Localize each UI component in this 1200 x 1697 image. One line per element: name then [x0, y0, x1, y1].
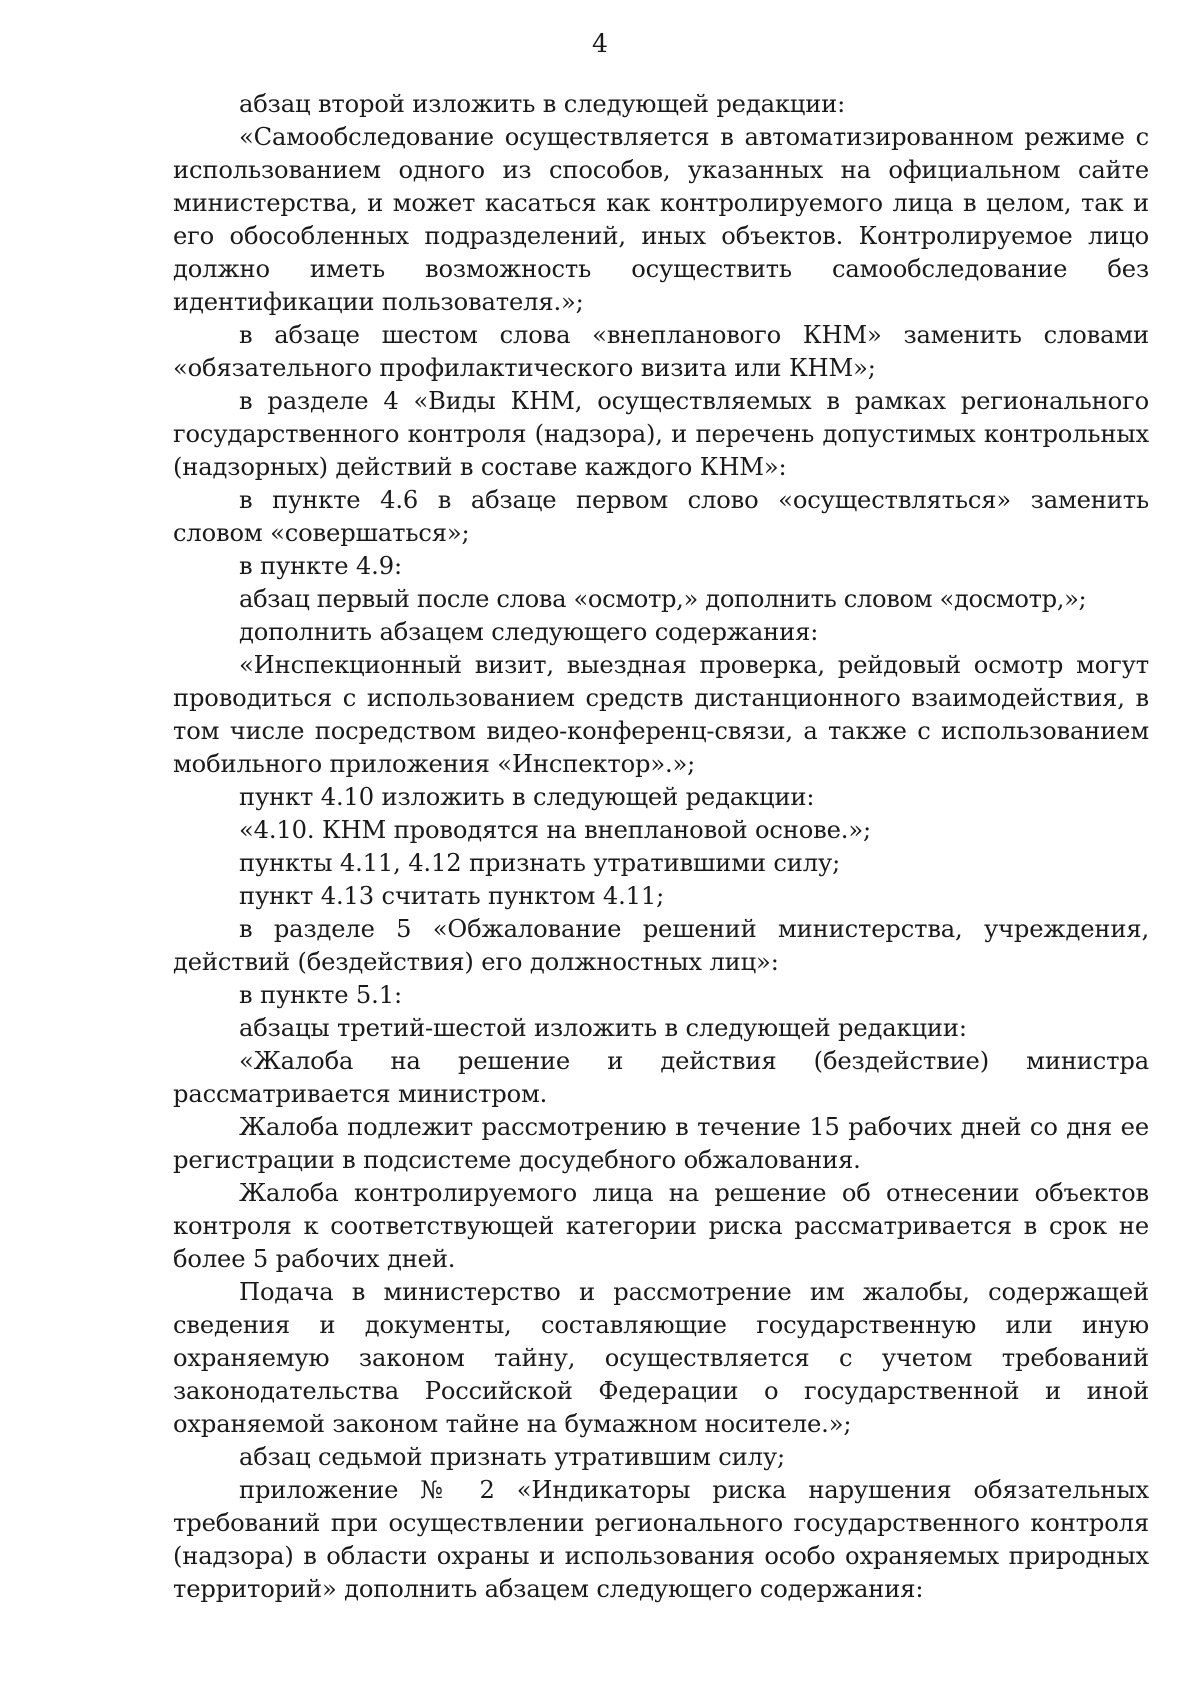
paragraph: приложение № 2 «Индикаторы риска нарушения обязательных требований при осуществлении регионального государственного контроля (надзора) в области охраны и использования особо охраняемых природных территорий» дополнить абзацем следующего содержания: [173, 1476, 1149, 1603]
paragraph: Жалоба контролируемого лица на решение об отнесении объектов контроля к соответствующей категории риска рассматривается в срок не более 5 рабочих дней. [173, 1179, 1149, 1273]
paragraph: в абзаце шестом слова «внепланового КНМ» заменить словами «обязательного профилактического визита или КНМ»; [173, 321, 1149, 382]
paragraph: «Жалоба на решение и действия (бездействие) министра рассматривается министром. [173, 1047, 1149, 1108]
paragraph: абзац первый после слова «осмотр,» дополнить словом «досмотр,»; [239, 585, 1087, 613]
paragraph: в разделе 4 «Виды КНМ, осуществляемых в рамках регионального государственного контроля (надзора), и перечень допустимых контрольных (надзорных) действий в составе каждого КНМ»: [173, 387, 1149, 481]
paragraph: абзац второй изложить в следующей редакции: [239, 90, 846, 118]
paragraph: Жалоба подлежит рассмотрению в течение 15 рабочих дней со дня ее регистрации в подсистеме досудебного обжалования. [173, 1113, 1149, 1174]
paragraph: в разделе 5 «Обжалование решений министерства, учреждения, действий (бездействия) его должностных лиц»: [173, 915, 1149, 976]
paragraph: «4.10. КНМ проводятся на внеплановой основе.»; [239, 816, 871, 844]
paragraph: пункты 4.11, 4.12 признать утратившими силу; [239, 849, 841, 877]
paragraph: пункт 4.13 считать пунктом 4.11; [239, 882, 665, 910]
paragraph: абзац седьмой признать утратившим силу; [239, 1443, 785, 1471]
page-number: 4 [592, 29, 608, 58]
paragraph: в пункте 5.1: [239, 981, 402, 1009]
paragraph: в пункте 4.9: [239, 552, 402, 580]
paragraph: «Самообследование осуществляется в автоматизированном режиме с использованием одного из способов, указанных на официальном сайте министерства, и может касаться как контролируемого лица в целом, так и его обособленных подразделений, иных объектов. Контролируемое лицо должно иметь возможность осуществить самообследование без идентификации пользователя.»; [173, 123, 1149, 316]
paragraph: пункт 4.10 изложить в следующей редакции: [239, 783, 815, 811]
paragraph: Подача в министерство и рассмотрение им жалобы, содержащей сведения и документы, составляющие государственную или иную охраняемую законом тайну, осуществляется с учетом требований законодательства Российской Федерации о государственной и иной охраняемой законом тайне на бумажном носителе.»; [173, 1278, 1149, 1438]
paragraph: в пункте 4.6 в абзаце первом слово «осуществляться» заменить словом «совершаться»; [173, 486, 1149, 547]
paragraph: дополнить абзацем следующего содержания: [239, 618, 819, 646]
paragraph: «Инспекционный визит, выездная проверка, рейдовый осмотр могут проводиться с использованием средств дистанционного взаимодействия, в том числе посредством видео-конференц-связи, а также с использованием мобильного приложения «Инспектор».»; [173, 651, 1149, 778]
document-body [173, 88, 1149, 1606]
paragraph: абзацы третий-шестой изложить в следующей редакции: [239, 1014, 967, 1042]
